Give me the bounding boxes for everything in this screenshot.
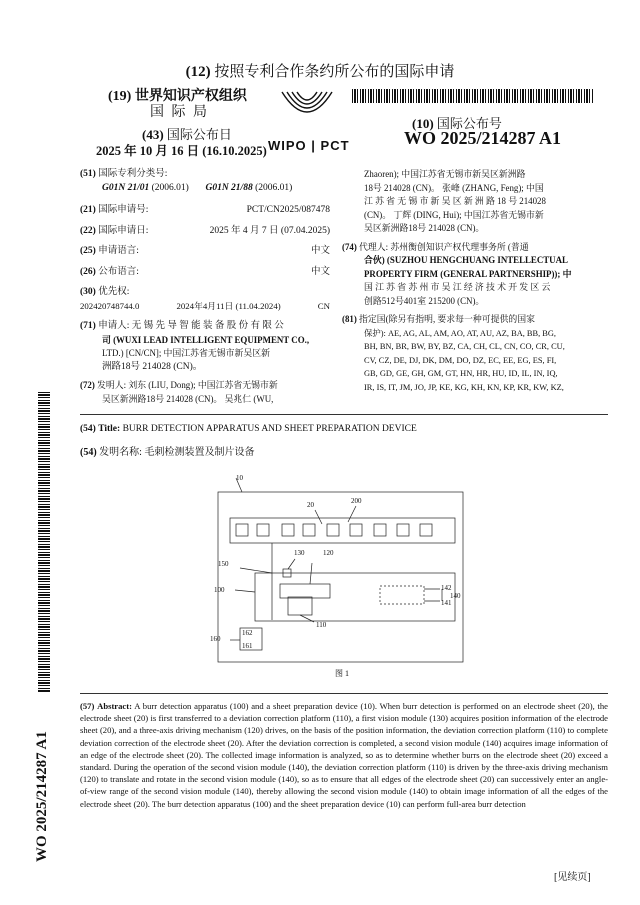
vertical-barcode-icon	[38, 392, 50, 692]
burr-detector-box	[255, 573, 455, 621]
fig-label-110: 110	[316, 621, 327, 629]
field-74	[342, 241, 608, 309]
f74-line1: 代理人: 苏州衡创知识产权代理事务所 (普通	[359, 241, 529, 252]
f71-line2: 司 (WUXI LEAD INTELLIGENT EQUIPMENT CO.,	[102, 334, 310, 345]
f22-num: (22)	[80, 225, 96, 236]
title-en-value: BURR DETECTION APPARATUS AND SHEET PREPARATION DEVICE	[122, 424, 417, 434]
field-21	[80, 204, 330, 218]
fig-label-160: 160	[210, 635, 221, 643]
f81-line3: BH, BN, BR, BW, BY, BZ, CA, CH, CL, CN, CO, CR, CU,	[364, 342, 565, 351]
pub-no-value: WO 2025/214287 A1	[404, 128, 562, 148]
field-71	[80, 320, 330, 374]
abstract	[80, 700, 608, 810]
f21-num: (21)	[80, 205, 96, 215]
f30-label: 优先权:	[98, 287, 130, 297]
f21-label: 国际申请号:	[98, 205, 149, 215]
inventor-line4: (CN)。 丁辉 (DING, Hui); 中国江苏省无锡市新	[364, 209, 544, 220]
f26-label: 公布语言:	[98, 266, 139, 277]
wipo-pct-text: WIPO | PCT	[268, 138, 350, 153]
f81-line6: IR, IS, IT, JM, JO, JP, KE, KG, KH, KN, KP, KR, KW, KZ,	[364, 382, 564, 392]
left-bibliographic-column	[80, 168, 330, 406]
field-22	[80, 225, 330, 239]
pub-date-number: (43)	[142, 127, 164, 142]
priority-number: 202420748744.0	[80, 300, 140, 311]
abstract-text: A burr detection apparatus (100) and a sheet preparation device (10). When burr detection is performed on an electrode sheet (20), the electrode sheet (20) is first transferred to a deviation correction platform (110), a first vision module (130) acquires position information of the electrode sheet (20), and a three-axis driving mechanism (120) drives, on the basis of the position information, the deviation correction platform (110) to complete deviation correction of the electrode sheet (20). After the deviation correction is completed, a second vision module (140) acquires image information of an edge of the electrode sheet (20). The collected image information is analyzed, so as to determine whether burrs on the electrode sheet (20) exceed a standard. During the operation of the second vision module (140), the deviation correction platform (110) is driven by the three-axis driving mechanism (120) to translate and rotate in the second vision module (140), so as to ensure that all edges of the electrode sheet (20) can successively enter an angle-of-view range of the second vision module (140), thereby allowing the second vision module (140) to obtain image information of all the edges of the electrode sheet (20). The burr detection apparatus (100) and the sheet preparation device (10) can perform full-area burr detection	[80, 701, 608, 809]
f81-line2: 保护): AE, AG, AL, AM, AO, AT, AU, AZ, BA, BB, BG,	[364, 328, 557, 338]
field-26	[80, 266, 330, 280]
fig-label-150: 150	[218, 560, 229, 568]
f72-line1: 发明人: 刘东 (LIU, Dong); 中国江苏省无锡市新	[97, 380, 278, 390]
f74-line4: 国 江 苏 省 苏 州 市 吴 江 经 济 技 术 开 发 区 云	[364, 282, 551, 292]
fig-label-200: 200	[351, 497, 362, 505]
ipc-a: G01N 21/01	[102, 182, 150, 193]
pub-date-value: 2025 年 10 月 16 日 (16.10.2025)	[96, 144, 267, 158]
continued-marker: [见续页]	[554, 872, 591, 883]
wipo-logo-icon	[272, 86, 342, 146]
title-cn-num: (54)	[80, 447, 97, 458]
f71-line4: 洲路18号 214028 (CN)。	[102, 361, 203, 372]
fig-label-10: 10	[236, 474, 243, 482]
field-81	[342, 313, 608, 394]
f25-value: 中文	[310, 246, 330, 256]
f71-num: (71)	[80, 321, 96, 331]
leaders-20-200	[315, 506, 356, 524]
title-en-num: (54)	[80, 424, 96, 434]
patent-figure	[200, 470, 470, 680]
station-boxes	[236, 524, 432, 536]
f30-num: (30)	[80, 287, 96, 297]
section-divider	[80, 414, 608, 415]
f74-line5: 创路512号401室 215200 (CN)。	[364, 295, 485, 306]
ipc-b: G01N 21/88	[205, 182, 253, 193]
drive-mechanism-120	[288, 597, 312, 615]
title-number: (12)	[185, 64, 211, 80]
fig-label-100: 100	[214, 586, 225, 594]
inventor-line1: Zhaoren); 中国江苏省无锡市新吴区新洲路	[364, 169, 526, 179]
f72-line2: 吴区新洲路18号 214028 (CN)。 吴兆仁 (WU,	[102, 393, 274, 404]
fig-label-142: 142	[441, 584, 452, 592]
f81-line5: GB, GD, GE, GH, GM, GT, HN, HR, HU, ID, IL, IN, IQ,	[364, 369, 558, 378]
f74-num: (74)	[342, 241, 357, 252]
field-30	[80, 286, 330, 300]
field-30-values	[80, 300, 330, 314]
f26-num: (26)	[80, 266, 96, 277]
right-bibliographic-column	[342, 168, 608, 394]
fig-label-162: 162	[242, 629, 253, 637]
f26-value: 中文	[310, 266, 330, 277]
org-name: 世界知识产权组织	[134, 89, 247, 104]
pub-no-number: (10)	[412, 116, 434, 131]
f25-num: (25)	[80, 246, 96, 256]
f74-line2: 合伙) (SUZHOU HENGCHUANG INTELLECTUAL	[364, 255, 568, 265]
fig-label-20: 20	[307, 501, 314, 509]
barcode-icon	[352, 89, 594, 103]
field-25	[80, 245, 330, 259]
abstract-num: (57)	[80, 701, 95, 711]
ipc-b-year: (2006.01)	[255, 182, 293, 193]
field-51-values	[80, 182, 330, 196]
fig-label-161: 161	[242, 642, 253, 650]
fig-label-140: 140	[450, 592, 461, 600]
ipc-a-year: (2006.01)	[151, 182, 189, 193]
f22-value: 2025 年 4 月 7 日 (07.04.2025)	[209, 225, 330, 236]
f81-line4: CV, CZ, DE, DJ, DK, DM, DO, DZ, EC, EE, EG, ES, FI,	[364, 355, 557, 365]
inventor-line2: 18号 214028 (CN)。 张峰 (ZHANG, Feng); 中国	[364, 182, 544, 193]
figure-caption: 图 1	[335, 669, 349, 678]
org-line2: 国 际 局	[150, 105, 209, 120]
abstract-label: Abstract:	[97, 701, 132, 711]
second-vision-module	[380, 586, 424, 604]
field-51	[80, 168, 330, 182]
f81-num: (81)	[342, 314, 357, 324]
inventor-line5: 吴区新洲路18号 214028 (CN)。	[364, 223, 485, 233]
title-english	[80, 424, 417, 434]
pub-no-label: 国际公布号	[436, 116, 502, 131]
field-72	[80, 379, 330, 406]
pub-date-label: 国际公布日	[166, 127, 232, 142]
fig-label-130: 130	[294, 549, 305, 557]
inventor-line3: 江 苏 省 无 锡 市 新 吴 区 新 洲 路 18 号 214028	[364, 196, 546, 206]
f51-label: 国际专利分类号:	[98, 169, 168, 179]
priority-country: CN	[317, 300, 330, 311]
title-en-label: Title:	[98, 424, 121, 434]
correction-platform-110	[280, 584, 330, 598]
f72-num: (72)	[80, 380, 95, 390]
title-cn-value: 毛刺检测装置及制片设备	[144, 447, 255, 458]
f25-label: 申请语言:	[98, 246, 139, 256]
title-cn-label: 发明名称:	[99, 447, 142, 458]
document-title	[0, 60, 640, 81]
f71-line3: LTD.) [CN/CN]; 中国江苏省无锡市新吴区新	[102, 348, 271, 358]
vertical-pub-number: WO 2025/214287 A1	[34, 731, 50, 862]
station-row	[230, 518, 455, 543]
org-number: (19)	[108, 89, 132, 104]
f81-line1: 指定国(除另有指明, 要求每一种可提供的国家	[359, 314, 536, 324]
leaders-left	[235, 559, 312, 592]
leaders-140	[424, 589, 442, 601]
fig-label-141: 141	[441, 599, 452, 607]
f71-line1: 申请人: 无 锡 先 导 智 能 装 备 股 份 有 限 公	[98, 321, 284, 331]
f51-num: (51)	[80, 169, 96, 179]
f74-line3: PROPERTY FIRM (GENERAL PARTNERSHIP)); 中	[364, 268, 572, 279]
title-text: 按照专利合作条约所公布的国际申请	[214, 64, 455, 80]
fig-label-120: 120	[323, 549, 334, 557]
title-chinese	[80, 443, 254, 458]
abstract-divider	[80, 693, 608, 694]
f21-value: PCT/CN2025/087478	[246, 205, 330, 215]
priority-date: 2024年4月11日 (11.04.2024)	[176, 300, 281, 311]
f22-label: 国际申请日:	[98, 225, 149, 236]
